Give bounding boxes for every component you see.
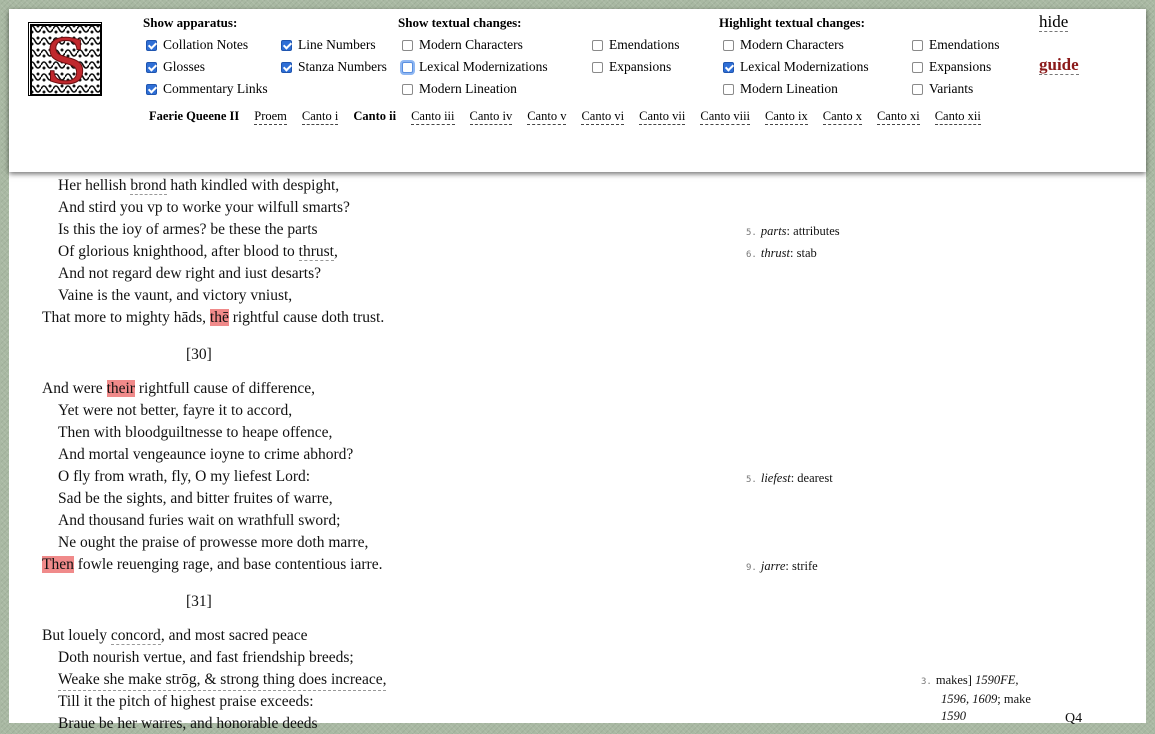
poem-line: Sad be the sights, and bitter fruites of warre, (58, 490, 333, 507)
logo-illuminated-s (28, 22, 102, 96)
opt-glosses[interactable]: Glosses (146, 59, 205, 75)
opt-commentary-links[interactable]: Commentary Links (146, 81, 268, 97)
opt-hl-emendations[interactable]: Emendations (912, 37, 1000, 53)
checkbox[interactable] (146, 62, 157, 73)
checkbox[interactable] (402, 40, 413, 51)
nav-canto-x[interactable]: Canto x (822, 109, 862, 123)
nav-canto-iii[interactable]: Canto iii (411, 109, 455, 123)
opt-show-modern-characters[interactable]: Modern Characters (402, 37, 523, 53)
opt-hl-variants[interactable]: Variants (912, 81, 973, 97)
opt-line-numbers[interactable]: Line Numbers (281, 37, 376, 53)
opt-hl-modern-characters[interactable]: Modern Characters (723, 37, 844, 53)
control-panel (9, 9, 1146, 172)
nav-canto-vii[interactable]: Canto vii (639, 109, 686, 123)
nav-canto-ii-current: Canto ii (353, 109, 397, 123)
opt-show-emendations[interactable]: Emendations (592, 37, 680, 53)
checkbox[interactable] (592, 40, 603, 51)
poem-line: Till it the pitch of highest praise exceeds: (58, 693, 314, 710)
nav-book-title: Faerie Queene II (149, 109, 240, 123)
poem-line: But louely concord, and most sacred peace (42, 627, 308, 644)
commentary-link[interactable]: brond (130, 177, 167, 194)
canto-nav (149, 109, 996, 125)
collation-note: 3. makes] 1590FE, 1596, 1609; make 1590 (921, 673, 1031, 723)
checkbox[interactable] (281, 40, 292, 51)
opt-show-modern-lineation[interactable]: Modern Lineation (402, 81, 517, 97)
nav-canto-ix[interactable]: Canto ix (765, 109, 808, 123)
nav-canto-i[interactable]: Canto i (301, 109, 339, 123)
hide-link[interactable]: hide (1039, 12, 1069, 31)
checkbox[interactable] (912, 40, 923, 51)
opt-show-expansions[interactable]: Expansions (592, 59, 671, 75)
poem-line: Then fowle reuenging rage, and base contentious iarre. (42, 556, 383, 573)
nav-canto-xii[interactable]: Canto xii (934, 109, 981, 123)
poem-line: Doth nourish vertue, and fast friendship breeds; (58, 649, 354, 666)
apparatus-title: Show apparatus: (143, 15, 238, 30)
poem-line: And stird you vp to worke your wilfull smarts? (58, 199, 350, 216)
show-changes-title: Show textual changes: (398, 15, 522, 30)
svg-text:S: S (44, 25, 88, 98)
nav-canto-v[interactable]: Canto v (527, 109, 567, 123)
opt-hl-modern-lineation[interactable]: Modern Lineation (723, 81, 838, 97)
opt-stanza-numbers[interactable]: Stanza Numbers (281, 59, 387, 75)
checkbox[interactable] (912, 84, 923, 95)
checkbox[interactable] (402, 84, 413, 95)
gloss-note: 6. thrust: stab (746, 246, 817, 260)
opt-hl-lexical-modernizations[interactable]: Lexical Modernizations (723, 59, 869, 75)
checkbox[interactable] (146, 84, 157, 95)
nav-proem[interactable]: Proem (254, 109, 287, 123)
opt-collation-notes[interactable]: Collation Notes (146, 37, 248, 53)
nav-canto-vi[interactable]: Canto vi (581, 109, 625, 123)
poem-line: Ne ought the praise of prowesse more doth marre, (58, 534, 369, 551)
poem-line: And were their rightfull cause of difference, (42, 380, 316, 397)
poem-line: Is this the ioy of armes? be these the parts (58, 221, 318, 238)
gloss-note: 9. jarre: strife (746, 559, 818, 573)
gloss-note: 5. liefest: dearest (746, 471, 833, 485)
poem-line: Yet were not better, fayre it to accord, (58, 402, 293, 419)
guide-link[interactable]: guide (1039, 55, 1079, 74)
checkbox[interactable] (146, 40, 157, 51)
signature-mark: Q4 (1065, 711, 1083, 726)
nav-canto-iv[interactable]: Canto iv (469, 109, 513, 123)
opt-hl-expansions[interactable]: Expansions (912, 59, 991, 75)
highlight-change[interactable]: their (106, 380, 135, 397)
nav-canto-viii[interactable]: Canto viii (700, 109, 751, 123)
checkbox[interactable] (402, 62, 413, 73)
poem-line: And not regard dew right and iust desarts? (58, 265, 322, 282)
stanza-number: [31] (186, 593, 212, 610)
checkbox[interactable] (912, 62, 923, 73)
nav-canto-xi[interactable]: Canto xi (876, 109, 920, 123)
poem-line: That more to mighty hāds, thē rightful cause doth trust. (42, 309, 385, 326)
poem-line: Her hellish brond hath kindled with despight, (58, 177, 340, 194)
stanza-number: [30] (186, 346, 212, 363)
highlight-change[interactable]: thē (209, 309, 229, 326)
highlight-changes-title: Highlight textual changes: (719, 15, 865, 30)
checkbox[interactable] (281, 62, 292, 73)
checkbox[interactable] (723, 40, 734, 51)
checkbox[interactable] (592, 62, 603, 73)
poem-line: And thousand furies wait on wrathfull sword; (58, 512, 341, 529)
poem-line: Vaine is the vaunt, and victory vniust, (58, 287, 293, 304)
poem-line: And mortal vengeaunce ioyne to crime abhord? (58, 446, 354, 463)
gloss-note: 5. parts: attributes (746, 224, 840, 238)
poem-line-collated[interactable]: Weake she make strōg, & strong thing does increace, (58, 670, 386, 691)
checkbox[interactable] (723, 62, 734, 73)
checkbox[interactable] (723, 84, 734, 95)
poem-line: Braue be her warres, and honorable deeds (58, 715, 318, 732)
poem-line: Of glorious knighthood, after blood to thrust, (58, 243, 338, 260)
opt-show-lexical-modernizations[interactable]: Lexical Modernizations (402, 59, 548, 75)
poem-text-area (9, 172, 1146, 732)
commentary-link[interactable]: thrust (298, 243, 334, 260)
highlight-change[interactable]: Then (42, 556, 74, 573)
poem-line: O fly from wrath, fly, O my liefest Lord: (58, 468, 311, 485)
poem-line: Then with bloodguiltnesse to heape offence, (58, 424, 333, 441)
commentary-link[interactable]: concord (110, 627, 161, 644)
